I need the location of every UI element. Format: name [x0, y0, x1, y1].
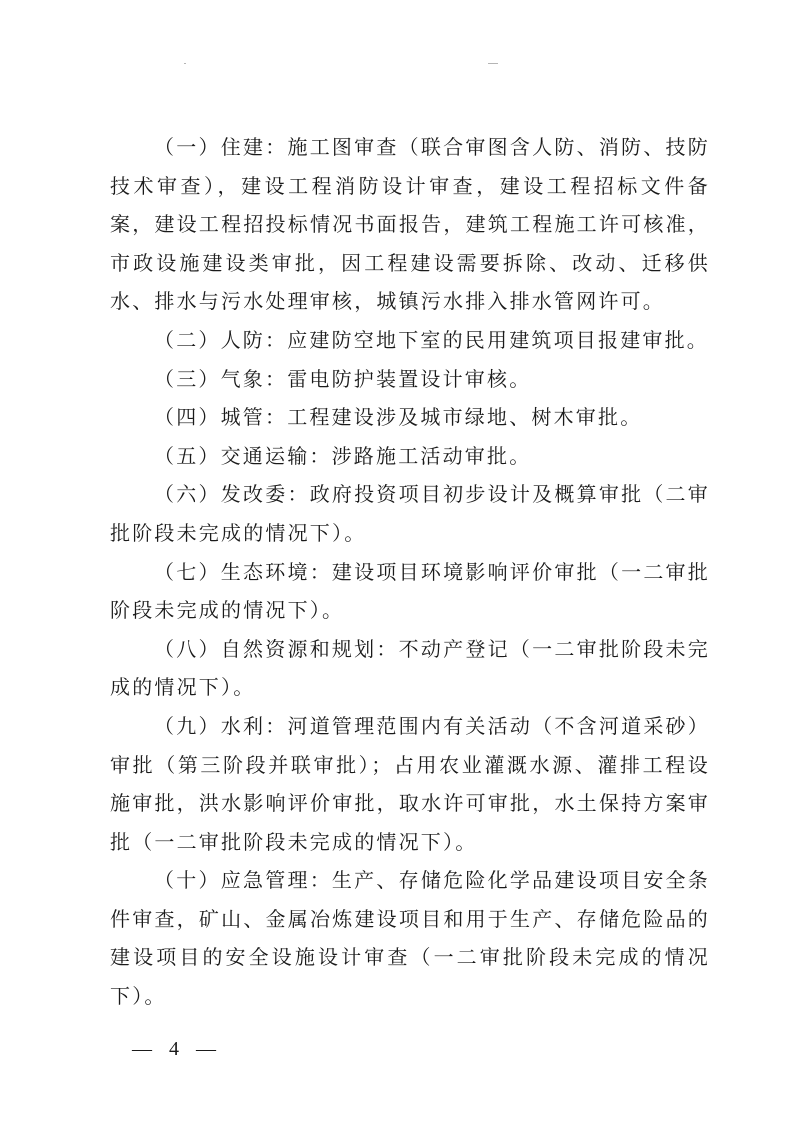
document-body [110, 128, 710, 1016]
paragraph-housing-construction: （一）住建：施工图审查（联合审图含人防、消防、技防技术审查），建设工程消防设计审查，建设工程招标文件备案，建设工程招投标情况书面报告，建筑工程施工许可核准，市政设施建设类审批，因工程建设需要拆除、改动、迁移供水、排水与污水处理审核，城镇污水排入排水管网许可。 [110, 135, 710, 314]
paragraph-water-resources: （九）水利：河道管理范围内有关活动（不含河道采砂）审批（第三阶段并联审批）；占用农业灌溉水源、灌排工程设施审批，洪水影响评价审批，取水许可审批，水土保持方案审批（一二审批阶段未完成的情况下）。 [110, 713, 710, 854]
paragraph-civil-air-defense: （二）人防：应建防空地下室的民用建筑项目报建审批。 [154, 327, 709, 352]
paragraph-natural-resources: （八）自然资源和规划：不动产登记（一二审批阶段未完成的情况下）。 [110, 636, 710, 700]
scan-mark [488, 63, 498, 64]
paragraph-meteorology: （三）气象：雷电防护装置设计审核。 [154, 366, 532, 391]
paragraph-development-reform: （六）发改委：政府投资项目初步设计及概算审批（二审批阶段未完成的情况下）。 [110, 482, 710, 545]
paragraph-urban-management: （四）城管：工程建设涉及城市绿地、树木审批。 [154, 405, 643, 430]
scan-mark [184, 63, 186, 64]
page-number: — 4 — [132, 1038, 222, 1060]
paragraph-transportation: （五）交通运输：涉路施工活动审批。 [154, 443, 532, 468]
paragraph-emergency-management: （十）应急管理：生产、存储危险化学品建设项目安全条件审查，矿山、金属冶炼建设项目和用于生产、存储危险品的建设项目的安全设施设计审查（一二审批阶段未完成的情况下）。 [110, 868, 710, 1009]
paragraph-ecological-environment: （七）生态环境：建设项目环境影响评价审批（一二审批阶段未完成的情况下）。 [110, 559, 710, 623]
